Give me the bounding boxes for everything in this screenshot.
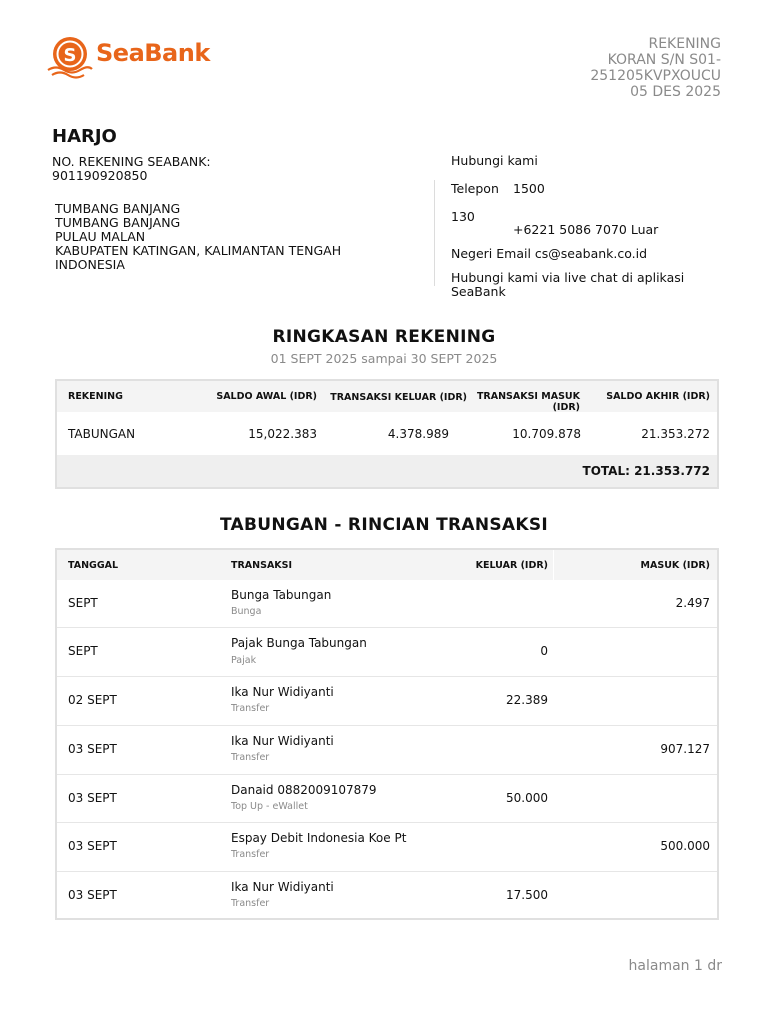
row-date: SEPT [68,596,98,610]
details-header-row [57,550,717,580]
row-description: Ika Nur Widiyanti [231,880,334,894]
statement-period: 01 SEPT 2025 sampai 30 SEPT 2025 [270,351,498,366]
summary-title: RINGKASAN REKENING [272,327,496,347]
row-type: Transfer [231,752,270,763]
row-description: Espay Debit Indonesia Koe Pt [231,831,407,845]
col-header-credit [477,391,580,413]
col-header-account: REKENING [68,391,123,402]
row-type: Bunga [231,606,262,617]
document-date: 05 DES 2025 [630,84,721,100]
account-number: 901190920850 [52,168,148,183]
header-divider [553,550,554,580]
details-title: TABUNGAN - RINCIAN TRANSAKSI [219,515,548,535]
summary-account: TABUNGAN [68,427,136,441]
transaction-details-table [55,548,719,920]
col-header-debit: KELUAR (IDR) [475,560,548,571]
row-type: Transfer [231,849,270,860]
brand-name: SeaBank [96,39,210,67]
customer-name: HARJO [52,126,117,147]
summary-debit: 4.378.989 [387,427,449,441]
document-title-line: KORAN S/N S01- [607,52,721,68]
row-description: Pajak Bunga Tabungan [231,636,367,650]
row-divider [57,676,717,677]
col-header-credit-line: TRANSAKSI MASUK [476,391,580,402]
row-description: Ika Nur Widiyanti [231,685,334,699]
row-divider [57,627,717,628]
row-date: 03 SEPT [68,839,117,853]
row-debit: 50.000 [506,791,548,805]
row-type: Top Up - eWallet [231,801,308,812]
live-chat-line: SeaBank [451,284,506,299]
document-title-line: REKENING [648,36,721,52]
col-header-credit: MASUK (IDR) [640,560,710,571]
summary-opening: 15,022.383 [248,427,317,441]
row-divider [57,774,717,775]
row-date: SEPT [68,644,98,658]
row-credit: 500.000 [660,839,710,853]
page-number: halaman 1 dr [628,958,722,974]
col-header-debit: TRANSAKSI KELUAR (IDR) [330,392,467,403]
row-credit: 2.497 [675,596,710,610]
row-date: 03 SEPT [68,791,117,805]
account-summary-table [55,379,719,489]
address-line: TUMBANG BANJANG [55,201,181,216]
summary-credit: 10.709.878 [512,427,581,441]
contact-divider [434,180,435,286]
contact-heading: Hubungi kami [451,153,538,168]
account-number-label: NO. REKENING SEABANK: [52,154,211,169]
document-title [501,36,721,100]
summary-closing: 21.353.272 [641,427,710,441]
address-line: KABUPATEN KATINGAN, KALIMANTAN TENGAH [55,243,342,258]
row-divider [57,871,717,872]
row-type: Transfer [231,898,270,909]
row-date: 02 SEPT [68,693,117,707]
row-description: Bunga Tabungan [231,588,332,602]
row-debit: 0 [540,644,548,658]
phone-number-2: 130 [451,209,475,224]
col-header-transaction: TRANSAKSI [231,560,293,571]
address-line: TUMBANG BANJANG [55,215,181,230]
row-debit: 22.389 [506,693,548,707]
phone-number: 1500 [513,181,545,196]
row-date: 03 SEPT [68,742,117,756]
row-debit: 17.500 [506,888,548,902]
customer-address [55,202,341,272]
email-line: Negeri Email cs@seabank.co.id [451,246,648,261]
svg-text:S: S [63,45,77,66]
live-chat-line: Hubungi kami via live chat di aplikasi [451,270,685,285]
col-header-credit-line: (IDR) [552,402,580,413]
row-type: Transfer [231,703,270,714]
col-header-opening: SALDO AWAL (IDR) [216,391,317,402]
row-date: 03 SEPT [68,888,117,902]
col-header-date: TANGGAL [68,560,119,571]
address-line: INDONESIA [55,257,125,272]
row-divider [57,822,717,823]
row-type: Pajak [231,655,257,666]
document-title-line: 251205KVPXOUCU [590,68,721,84]
row-description: Ika Nur Widiyanti [231,734,334,748]
row-divider [57,725,717,726]
col-header-closing: SALDO AKHIR (IDR) [606,391,710,402]
phone-label: Telepon [451,181,499,196]
summary-total: TOTAL: 21.353.772 [582,464,710,478]
row-description: Danaid 0882009107879 [231,783,377,797]
row-credit: 907.127 [660,742,710,756]
international-phone: +6221 5086 7070 Luar [513,222,659,237]
account-info [52,155,211,183]
address-line: PULAU MALAN [55,229,146,244]
